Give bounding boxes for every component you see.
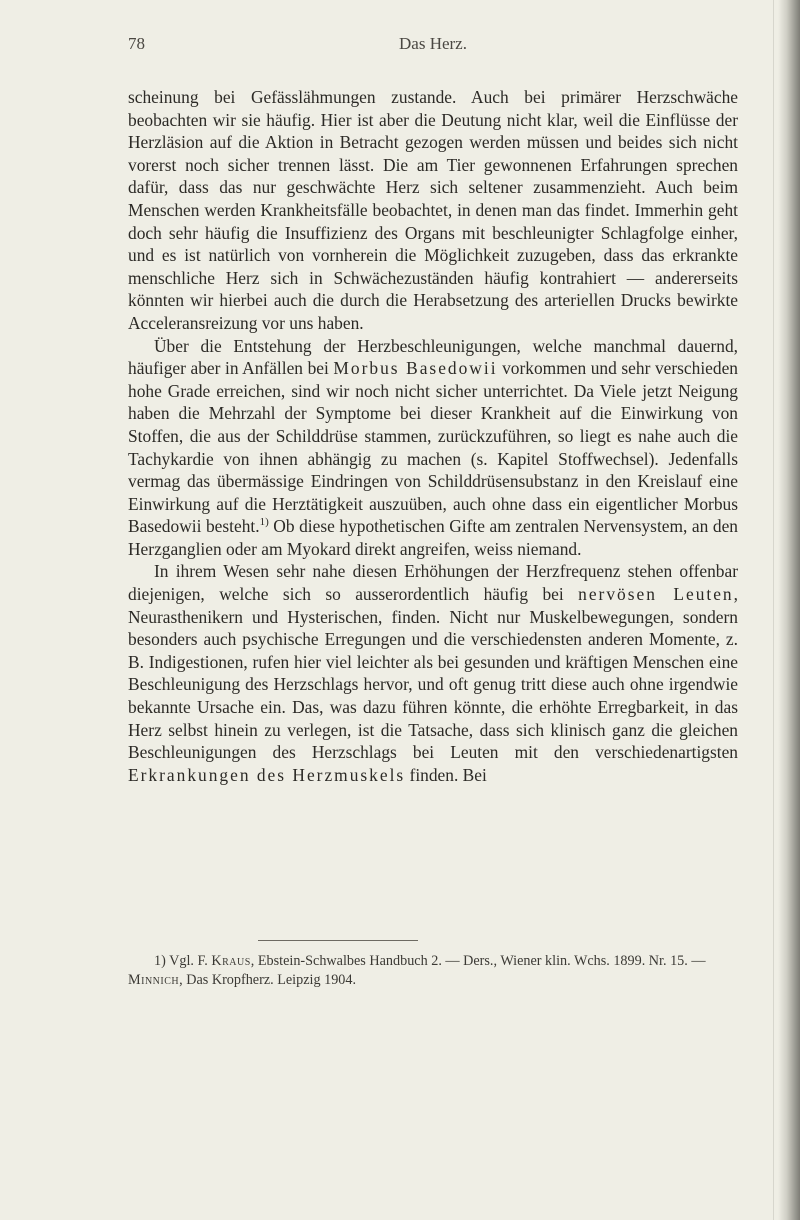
p2-text-d: Ob diese hypothetischen Gifte am zentralen Nervensystem, an den Herzganglien oder am Myokard direkt angreifen, weiss niemand. — [128, 516, 738, 559]
body-text — [128, 86, 738, 786]
footnote-rule — [258, 940, 418, 941]
footnote-text-a: Vgl. F. — [165, 953, 212, 969]
p2-text-a: Über die Entstehung der Herzbeschleunigungen, welche manchmal dauernd, häufiger aber in Anfällen bei — [128, 335, 738, 379]
paragraph-2 — [128, 335, 738, 561]
paragraph-1: scheinung bei Gefässlähmungen zustande. Auch bei primärer Herzschwäche beobachten wir sie häufig. Hier ist aber die Deutung nicht klar, weil die Einflüsse der Herzläsion auf die Aktion in Betracht gezogen werden müssen und beides sich nicht vorerst noch sicher trennen lässt. Die am Tier gewonnenen Erfahrungen sprechen dafür, dass das nur geschwächte Herz sich seltener zusammenzieht. Auch beim Menschen werden Krankheitsfälle beobachtet, in denen man das findet. Immerhin geht doch sehr häufig die Insuffizienz des Organs mit beschleunigter Schlagfolge einher, und es ist natürlich von vornherein die Möglichkeit zuzugeben, dass das erkrankte menschliche Herz sich in Schwächezuständen häufig kontrahiert — andererseits könnten wir hierbei auch die durch die Herabsetzung des arteriellen Drucks bewirkte Acceleransreizung vor uns haben. — [128, 87, 738, 333]
footnote-ref-1[interactable]: 1) — [259, 516, 269, 529]
term-nervoesen-leuten: nervösen Leuten — [578, 584, 734, 605]
p3-text-a: In ihrem Wesen sehr nahe diesen Erhöhungen der Herzfrequenz stehen offenbar diejenigen, welche sich so ausserordentlich häufig bei — [128, 561, 738, 605]
p3-text-e: finden. Bei — [405, 764, 487, 785]
paragraph-3 — [128, 560, 738, 786]
footnote-author-kraus: Kraus — [211, 953, 251, 969]
footnote-marker: 1) — [154, 953, 166, 969]
footnote-text-c: , Das Kropfherz. Leipzig 1904. — [179, 972, 357, 988]
page-header — [128, 34, 738, 58]
footnote-1 — [128, 952, 738, 990]
running-title: Das Herz. — [399, 34, 467, 53]
page-number: 78 — [128, 34, 145, 53]
footnotes — [128, 952, 738, 990]
p2-text-c: vorkommen und sehr verschieden hohe Grade erreichen, sind wir noch nicht sicher unterrichtet. Da Viele jetzt Neigung haben die Mehrzahl der Symptome bei dieser Krankheit auf die Einwirkung von Stoffen, die aus der Schilddrüse stammen, zurückzuführen, so liegt es nahe auch die Tachykardie von ihnen abhängig zu machen (s. Kapitel Stoffwechsel). Jedenfalls vermag das übermässige Eindringen von Schilddrüsensubstanz in den Kreislauf eine Einwirkung auf die Herztätigkeit auszuüben, auch ohne dass ein eigentlicher Morbus Basedowii besteht. — [128, 358, 738, 537]
footnote-author-minnich: Minnich — [128, 972, 180, 988]
term-morbus-basedowii: Morbus Basedowii — [333, 358, 498, 379]
footnote-text-b: , Ebstein-Schwalbes Handbuch 2. — Ders., Wiener klin. Wchs. 1899. Nr. 15. — — [250, 953, 706, 969]
page-edge-shadow — [778, 0, 800, 1220]
page-edge-line — [773, 0, 774, 1220]
term-erkrankungen-herzmuskels: Erkrankungen des Herzmuskels — [128, 764, 406, 785]
p3-text-c: , Neurasthenikern und Hysterischen, finden. Nicht nur Muskelbewegungen, sondern besonders auch psychische Erregungen und die verschiedensten anderen Momente, z. B. Indigestionen, rufen hier viel leichter als bei gesunden und kräftigen Menschen eine Beschleunigung des Herzschlags hervor, und oft genug tritt diese auch ohne irgendwie bekannte Ursache ein. Das, was dazu führen könnte, die erhöhte Erregbarkeit, in das Herz selbst hinein zu verlegen, ist die Tatsache, dass sich klinisch ganz die gleichen Beschleunigungen des Herzschlags bei Leuten mit den verschiedenartigsten — [128, 584, 738, 763]
